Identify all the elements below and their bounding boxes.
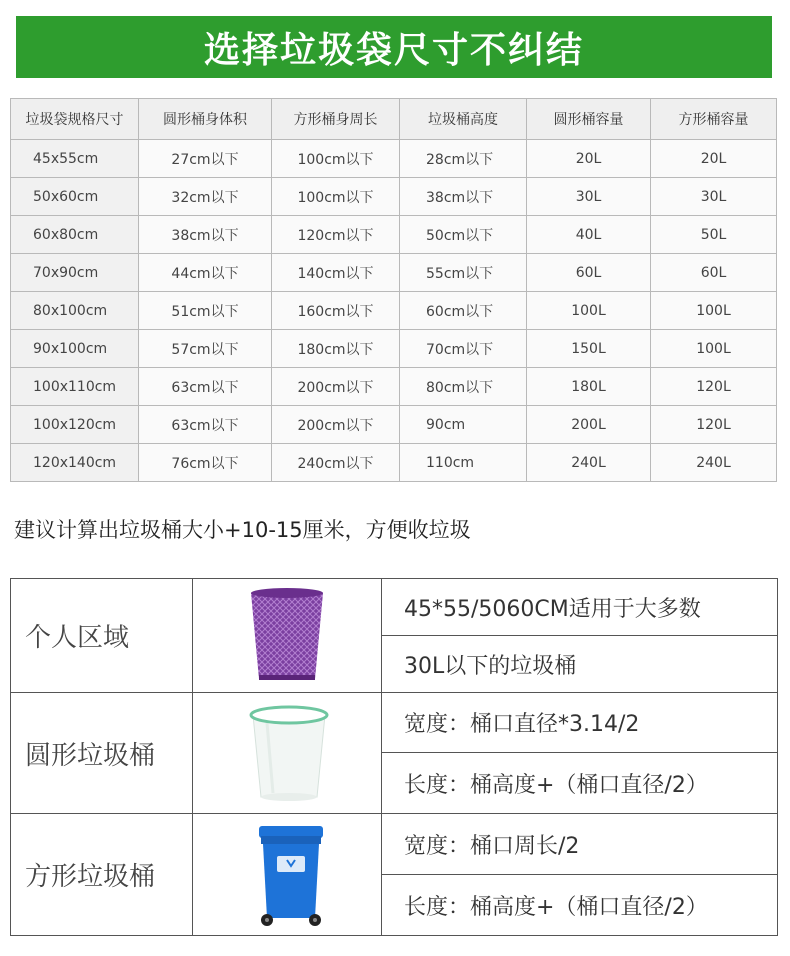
round-length-formula: 长度：桶高度+（桶口直径/2） bbox=[404, 772, 708, 798]
table-cell: 60L bbox=[527, 254, 651, 292]
table-cell: 30L bbox=[527, 178, 651, 216]
calculation-note: 建议计算出垃圾桶大小+10-15厘米，方便收垃圾 bbox=[14, 518, 471, 542]
header-square-perimeter: 方形桶身周长 bbox=[272, 99, 400, 140]
table-cell: 51cm以下 bbox=[139, 292, 272, 330]
table-cell: 100L bbox=[651, 292, 777, 330]
table-cell: 40L bbox=[527, 216, 651, 254]
table-row bbox=[11, 444, 777, 482]
purple-bin-image bbox=[193, 579, 381, 692]
table-cell: 76cm以下 bbox=[139, 444, 272, 482]
table-cell: 63cm以下 bbox=[139, 368, 272, 406]
square-bin-image bbox=[193, 814, 381, 935]
table-row bbox=[11, 368, 777, 406]
personal-line-1: 45*55/5060CM适用于大多数 bbox=[404, 596, 701, 622]
square-width-formula: 宽度：桶口周长/2 bbox=[404, 833, 580, 859]
table-cell: 57cm以下 bbox=[139, 330, 272, 368]
table-cell: 180L bbox=[527, 368, 651, 406]
table-cell: 150L bbox=[527, 330, 651, 368]
title-banner bbox=[16, 16, 772, 78]
table-row bbox=[11, 254, 777, 292]
table-row bbox=[11, 178, 777, 216]
table-row bbox=[11, 216, 777, 254]
table-cell: 60cm以下 bbox=[400, 292, 527, 330]
round-bin-icon bbox=[243, 703, 335, 803]
table-cell: 20L bbox=[527, 140, 651, 178]
size-table bbox=[10, 98, 777, 482]
table-cell: 240L bbox=[527, 444, 651, 482]
table-cell: 120L bbox=[651, 406, 777, 444]
purple-mesh-bin-icon bbox=[247, 587, 327, 685]
header-bag-size: 垃圾袋规格尺寸 bbox=[11, 99, 139, 140]
category-personal: 个人区域 bbox=[25, 623, 130, 653]
table-row bbox=[11, 330, 777, 368]
round-width-formula: 宽度：桶口直径*3.14/2 bbox=[404, 712, 640, 737]
table-header-row bbox=[11, 99, 777, 140]
table-cell: 50x60cm bbox=[11, 178, 139, 216]
table-cell: 20L bbox=[651, 140, 777, 178]
table-cell: 70cm以下 bbox=[400, 330, 527, 368]
table-cell: 180cm以下 bbox=[272, 330, 400, 368]
table-cell: 200L bbox=[527, 406, 651, 444]
header-bin-height: 垃圾桶高度 bbox=[400, 99, 527, 140]
table-cell: 240cm以下 bbox=[272, 444, 400, 482]
table-cell: 44cm以下 bbox=[139, 254, 272, 292]
table-cell: 160cm以下 bbox=[272, 292, 400, 330]
table-cell: 38cm以下 bbox=[139, 216, 272, 254]
table-cell: 60L bbox=[651, 254, 777, 292]
table-cell: 100L bbox=[527, 292, 651, 330]
table-cell: 30L bbox=[651, 178, 777, 216]
table-cell: 240L bbox=[651, 444, 777, 482]
table-cell: 110cm bbox=[400, 444, 527, 482]
category-square-bin: 方形垃圾桶 bbox=[25, 862, 156, 892]
table-cell: 90cm bbox=[400, 406, 527, 444]
banner-title: 选择垃圾袋尺寸不纠结 bbox=[203, 29, 584, 71]
table-cell: 70x90cm bbox=[11, 254, 139, 292]
category-round-bin: 圆形垃圾桶 bbox=[25, 740, 156, 771]
table-cell: 27cm以下 bbox=[139, 140, 272, 178]
blue-wheelie-bin-icon bbox=[253, 822, 329, 928]
square-length-formula: 长度：桶高度+（桶口直径/2） bbox=[404, 894, 708, 920]
table-cell: 140cm以下 bbox=[272, 254, 400, 292]
table-cell: 200cm以下 bbox=[272, 406, 400, 444]
round-bin-image bbox=[193, 693, 381, 813]
table-cell: 55cm以下 bbox=[400, 254, 527, 292]
table-row bbox=[11, 406, 777, 444]
table-cell: 100cm以下 bbox=[272, 140, 400, 178]
table-cell: 200cm以下 bbox=[272, 368, 400, 406]
table-cell: 80x100cm bbox=[11, 292, 139, 330]
table-cell: 45x55cm bbox=[11, 140, 139, 178]
info-table bbox=[10, 578, 778, 936]
table-cell: 120x140cm bbox=[11, 444, 139, 482]
table-cell: 28cm以下 bbox=[400, 140, 527, 178]
table-cell: 63cm以下 bbox=[139, 406, 272, 444]
table-row bbox=[11, 140, 777, 178]
table-cell: 90x100cm bbox=[11, 330, 139, 368]
header-round-body: 圆形桶身体积 bbox=[139, 99, 272, 140]
header-square-capacity: 方形桶容量 bbox=[651, 99, 777, 140]
table-cell: 32cm以下 bbox=[139, 178, 272, 216]
table-cell: 100cm以下 bbox=[272, 178, 400, 216]
table-cell: 100x110cm bbox=[11, 368, 139, 406]
table-row bbox=[11, 292, 777, 330]
table-cell: 100L bbox=[651, 330, 777, 368]
table-cell: 120cm以下 bbox=[272, 216, 400, 254]
personal-line-2: 30L以下的垃圾桶 bbox=[404, 653, 577, 679]
table-cell: 50cm以下 bbox=[400, 216, 527, 254]
table-cell: 50L bbox=[651, 216, 777, 254]
table-cell: 38cm以下 bbox=[400, 178, 527, 216]
table-cell: 120L bbox=[651, 368, 777, 406]
header-round-capacity: 圆形桶容量 bbox=[527, 99, 651, 140]
table-cell: 80cm以下 bbox=[400, 368, 527, 406]
table-cell: 60x80cm bbox=[11, 216, 139, 254]
table-cell: 100x120cm bbox=[11, 406, 139, 444]
